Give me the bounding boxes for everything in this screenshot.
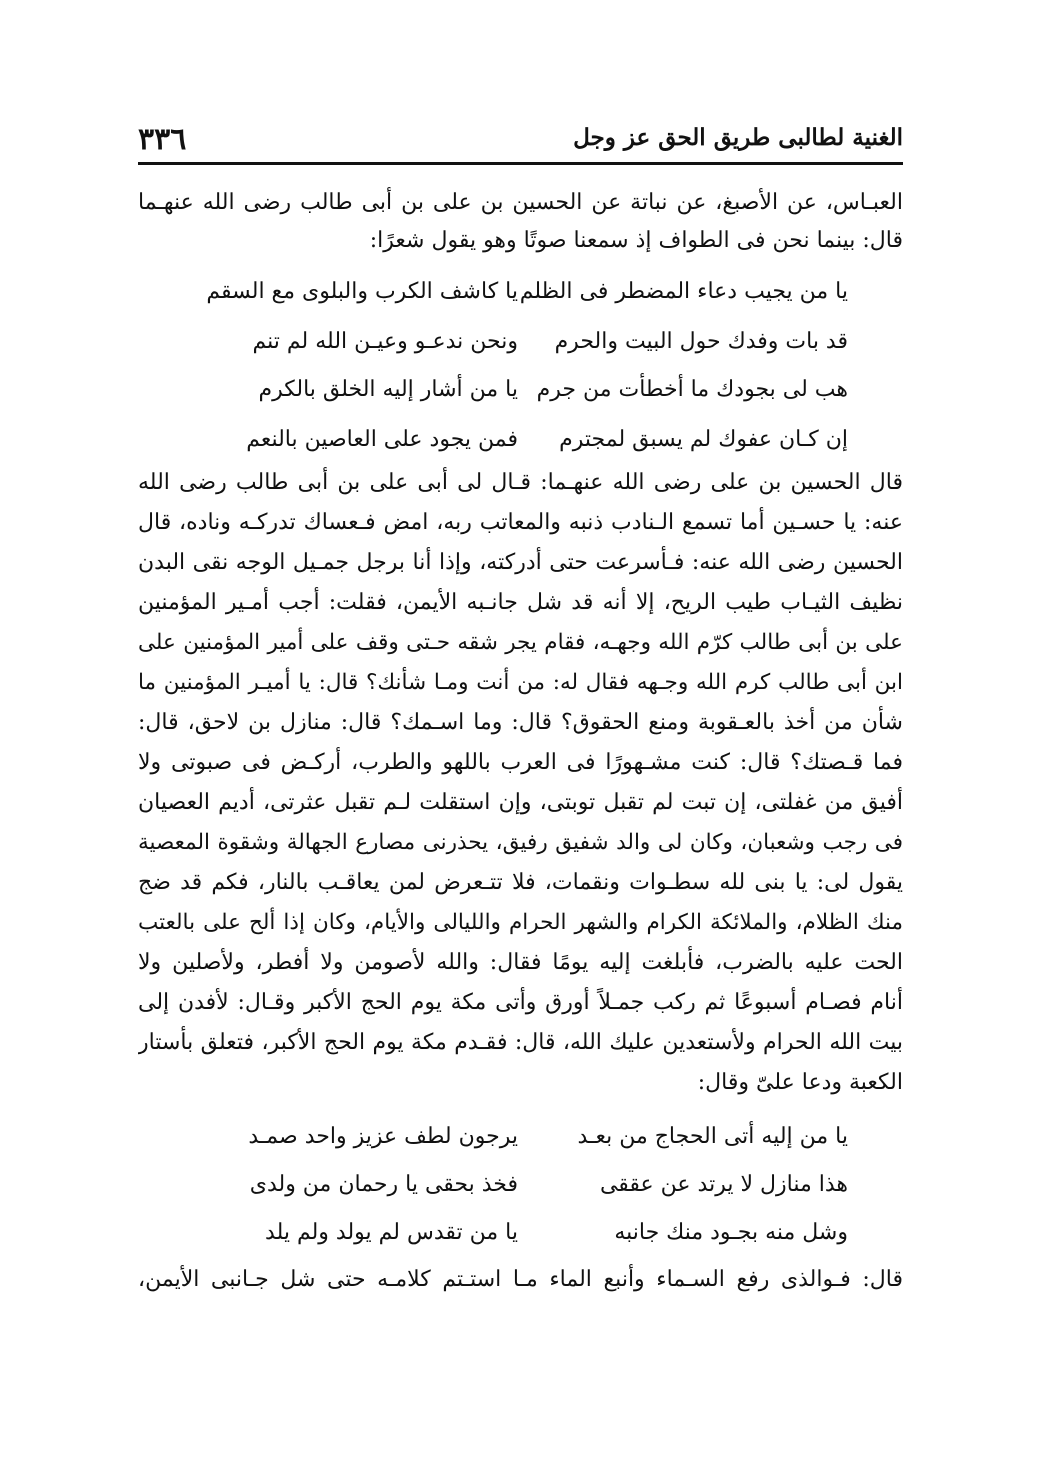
- verse-first-hemistich: قد بات وفدك حول البيت والحرم: [554, 329, 848, 354]
- text-line: على بن أبى طالب كرّم الله وجهـه، فقام يجر شقه حـتى وقف على أمير المؤمنين على: [138, 630, 903, 655]
- verse-second-hemistich: يرجون لطف عزيز واحد صمـد: [248, 1124, 518, 1149]
- poem-verse: [138, 322, 903, 362]
- verse-first-hemistich: يا من إليه أتى الحجاج من بعـد: [577, 1124, 848, 1149]
- verse-second-hemistich: فخذ بحقى يا رحمان من ولدى: [249, 1172, 518, 1197]
- text-line: الحت عليه بالضرب، فأبلغت إليه يومًا فقال: والله لأصومن ولا أفطر، ولأصلين ولا: [138, 950, 903, 975]
- text-line: فما قـصتك؟ قال: كنت مشـهورًا فى العرب باللهو والطرب، أركـض فى صبوتى ولا: [138, 750, 903, 775]
- verse-first-hemistich: يا من يجيب دعاء المضطر فى الظلم: [519, 279, 848, 304]
- text-line: فى رجب وشعبان، وكان لى والد شفيق رفيق، يحذرنى مصارع الجهالة وشقوة المعصية: [138, 830, 903, 855]
- poem-verse: [138, 1165, 903, 1205]
- poem-verse: [138, 1117, 903, 1157]
- text-line: يقول لى: يا بنى لله سطـوات ونقمات، فلا تتـعرض لمن يعاقـب بالنار، فكم قد ضج: [138, 870, 903, 895]
- poem-verse: [138, 370, 903, 410]
- verse-first-hemistich: هب لى بجودك ما أخطأت من جرم: [536, 377, 848, 402]
- text-line: شأن من أخذ بالعـقوبة ومنع الحقوق؟ قال: وما اسـمك؟ قال: منازل بن لاحق، قال:: [138, 710, 903, 735]
- text-line: قال الحسين بن على رضى الله عنهـما: قـال لى أبى على بن أبى طالب رضى الله: [138, 470, 903, 495]
- page-number: ٣٣٦: [138, 122, 187, 157]
- text-line: بيت الله الحرام ولأستعدين عليك الله، قال: فقـدم مكة يوم الحج الأكبر، فتعلق بأستار: [138, 1030, 903, 1055]
- text-line: أنام فصـام أسبوعًا ثم ركب جمـلاً أورق وأتى مكة يوم الحج الأكبر وقـال: لأفدن إلى: [138, 990, 903, 1015]
- page-header: [138, 110, 903, 162]
- text-line: قال: بينما نحن فى الطواف إذ سمعنا صوتًا وهو يقول شعرًا:: [369, 228, 903, 253]
- text-line: العبـاس، عن الأصبغ، عن نباتة عن الحسين بن على بن أبى طالب رضى الله عنهـما: [138, 190, 903, 215]
- verse-first-hemistich: وشل منه بجـود منك جانبه: [614, 1220, 848, 1245]
- verse-first-hemistich: هذا منازل لا يرتد عن عققى: [599, 1172, 848, 1197]
- running-title: الغنية لطالبى طريق الحق عز وجل: [573, 124, 903, 151]
- text-line: ابن أبى طالب كرم الله وجـهه فقال له: من أنت ومـا شأنك؟ قال: يا أميـر المؤمنين ما: [138, 670, 903, 695]
- header-rule: [138, 162, 903, 165]
- poem-verse: [138, 420, 903, 460]
- poem-verse: [138, 272, 903, 312]
- text-line: أفيق من غفلتى، إن تبت لم تقبل توبتى، وإن استقلت لـم تقبل عثرتى، أديم العصيان: [138, 790, 903, 815]
- text-line: الحسين رضى الله عنه: فـأسرعت حتى أدركته، وإذا أنا برجل جمـيل الوجه نقى البدن: [138, 550, 903, 575]
- text-line: منك الظلام، والملائكة الكرام والشهر الحرام والليالى والأيام، وكان إذا ألح على بالعتب: [138, 910, 903, 935]
- verse-second-hemistich: فمن يجود على العاصين بالنعم: [246, 427, 518, 452]
- text-line: نظيف الثيـاب طيب الريح، إلا أنه قد شل جانـبه الأيمن، فقلت: أجب أمـير المؤمنين: [138, 590, 903, 615]
- text-line: عنه: يا حسـين أما تسمع الـنادب ذنبه والمعاتب ربه، امض فـعساك تدركـه وناده، قال: [138, 510, 903, 535]
- poem-verse: [138, 1213, 903, 1253]
- verse-second-hemistich: يا من تقدس لم يولد ولم يلد: [265, 1220, 518, 1245]
- verse-second-hemistich: ونحن ندعـو وعيـن الله لم تنم: [252, 329, 518, 354]
- text-line: الكعبة ودعا علىّ وقال:: [697, 1070, 903, 1095]
- verse-second-hemistich: يا كاشف الكرب والبلوى مع السقم: [206, 279, 518, 304]
- verse-second-hemistich: يا من أشار إليه الخلق بالكرم: [258, 377, 518, 402]
- verse-first-hemistich: إن كـان عفوك لم يسبق لمجترم: [559, 427, 848, 452]
- text-line: قال: فـوالذى رفع السـماء وأنبع الماء مـا استـتم كلامـه حتى شل جـانبى الأيمن،: [138, 1267, 903, 1292]
